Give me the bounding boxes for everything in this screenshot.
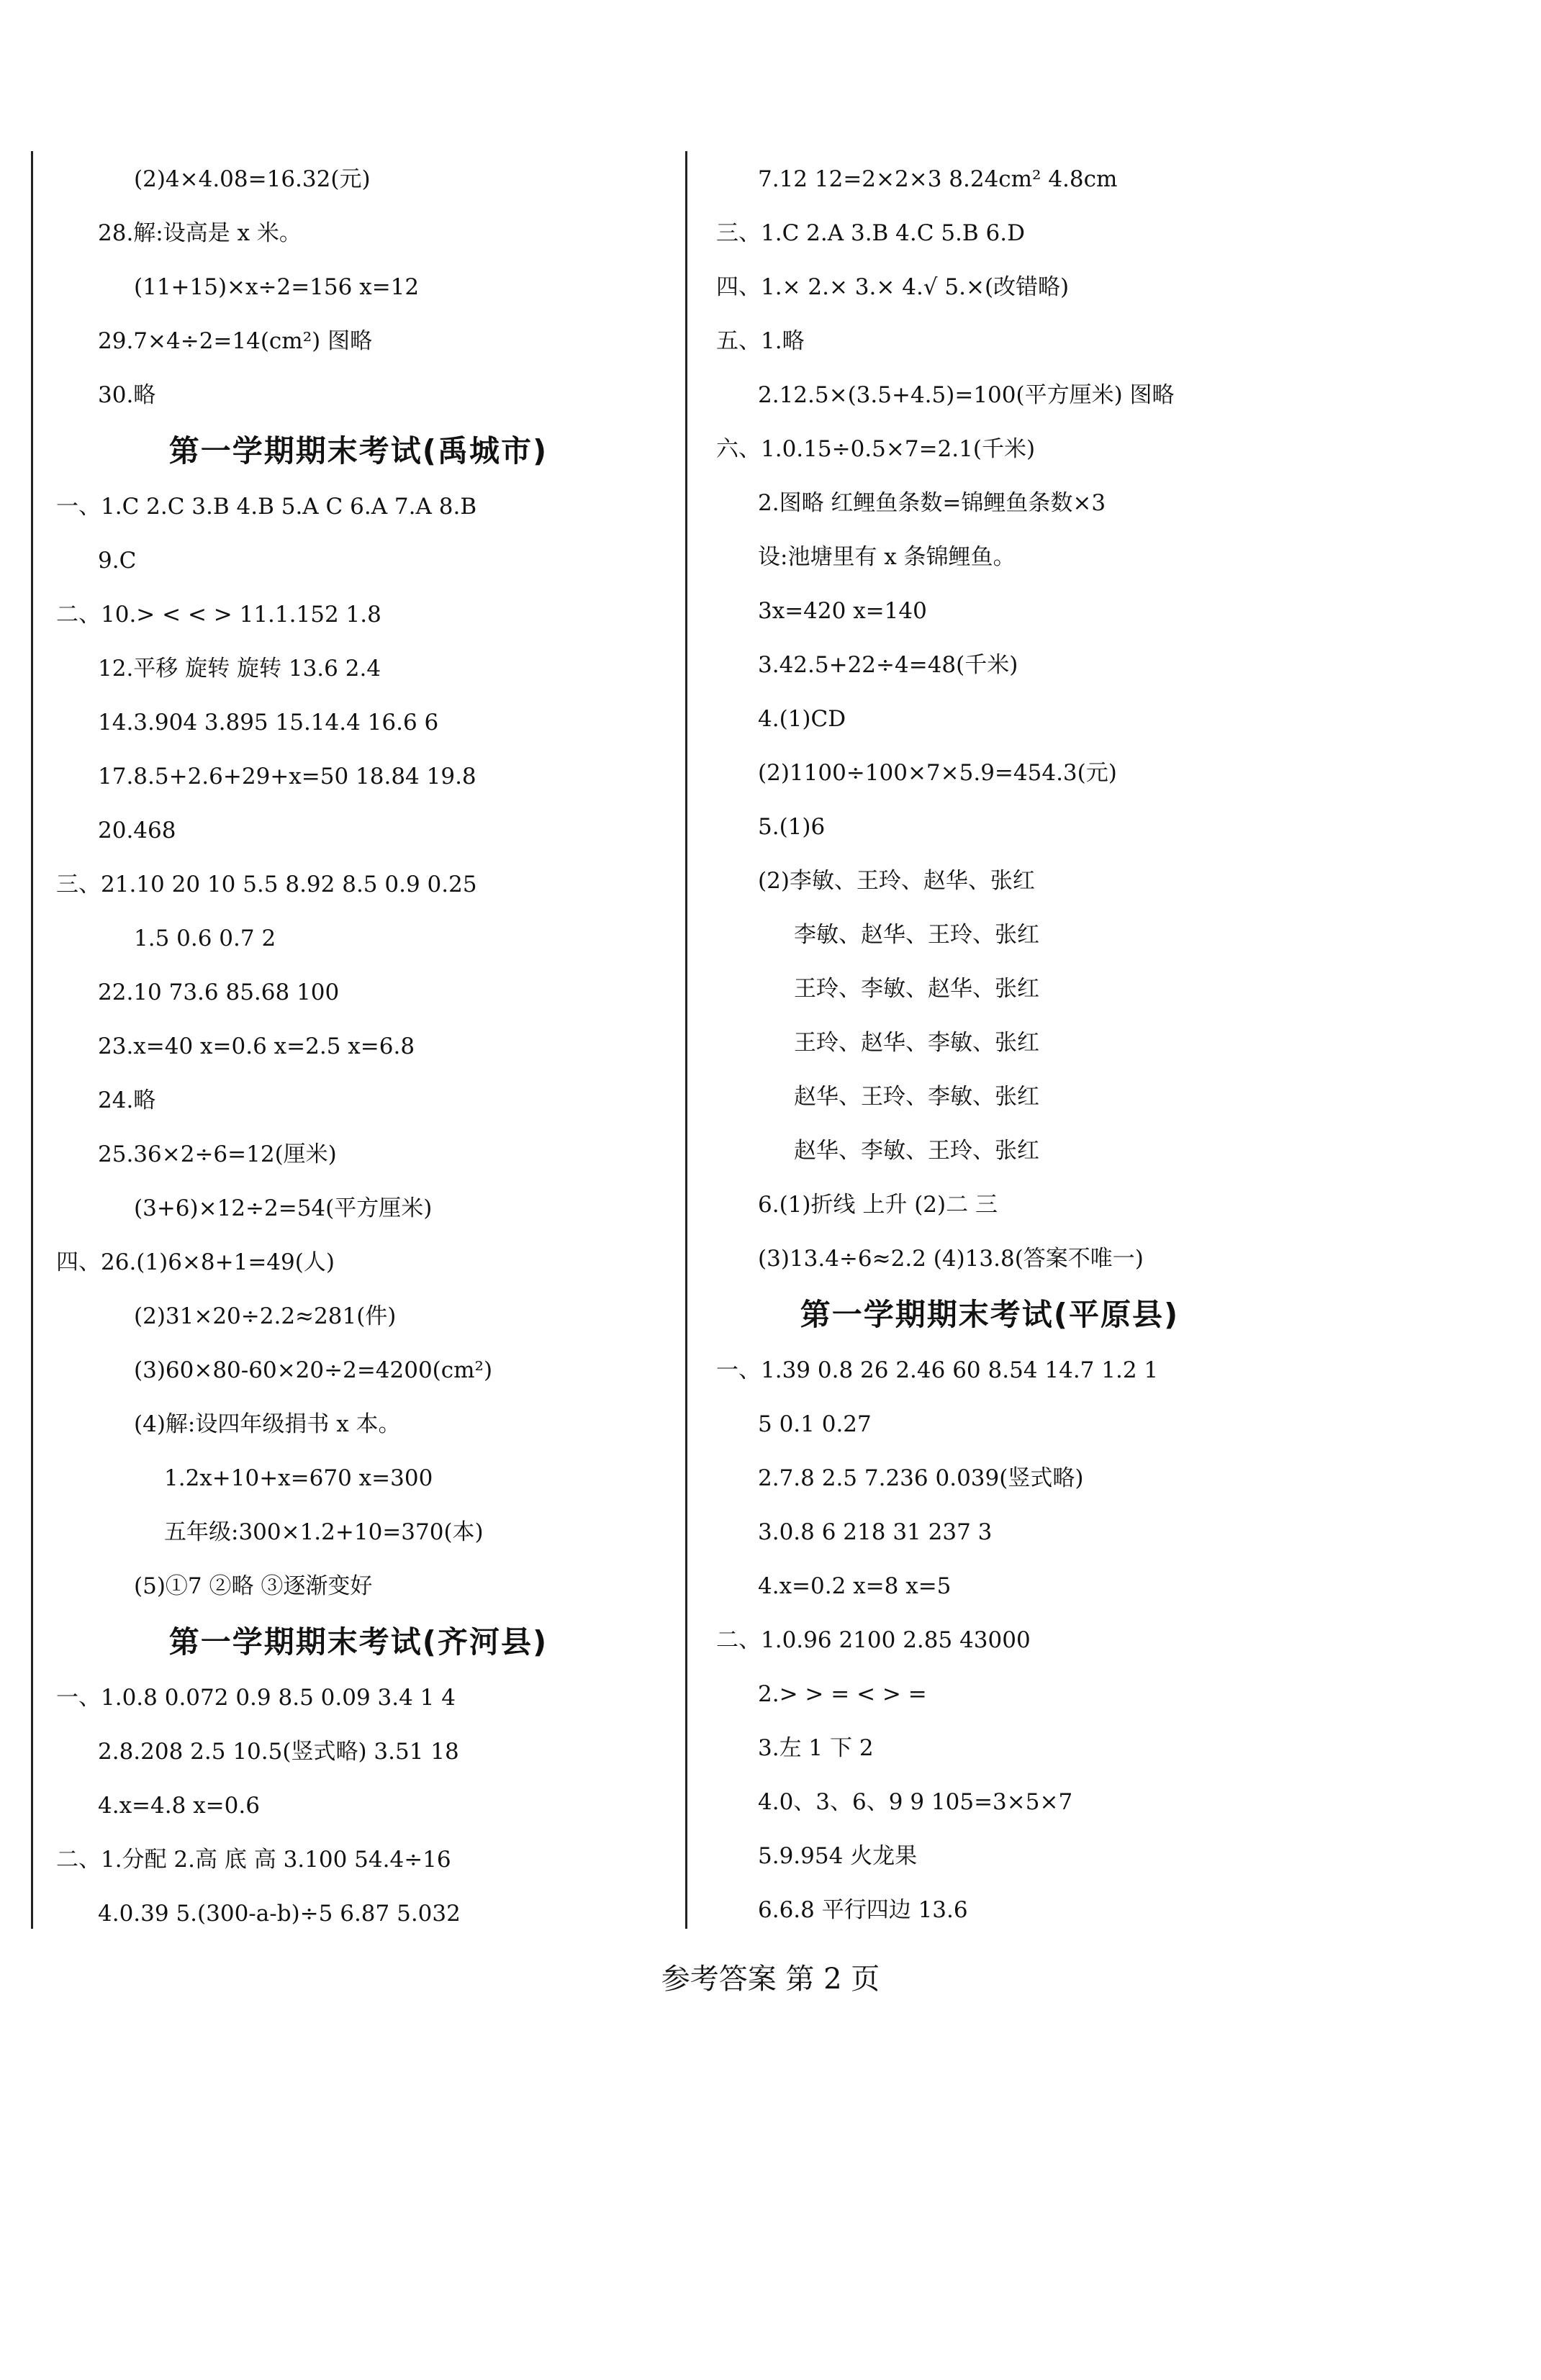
answer-line: 一、1.C 2.C 3.B 4.B 5.A C 6.A 7.A 8.B — [56, 494, 477, 520]
answer-line: 4.x=4.8 x=0.6 — [98, 1793, 260, 1819]
answer-line: 3x=420 x=140 — [758, 598, 927, 624]
answer-line: 24.略 — [98, 1087, 156, 1113]
answer-line: 23.x=40 x=0.6 x=2.5 x=6.8 — [98, 1033, 415, 1059]
answer-line: 2.12.5×(3.5+4.5)=100(平方厘米) 图略 — [758, 382, 1175, 408]
answer-line: (3)60×80-60×20÷2=4200(cm²) — [134, 1357, 493, 1383]
answer-line: 4.0.39 5.(300-a-b)÷5 6.87 5.032 — [98, 1901, 461, 1927]
answer-line: (3)13.4÷6≈2.2 (4)13.8(答案不唯一) — [758, 1246, 1144, 1272]
answer-line: 5.(1)6 — [758, 814, 826, 840]
answer-line: 12.平移 旋转 旋转 13.6 2.4 — [98, 656, 381, 682]
answer-line: 王玲、赵华、李敏、张红 — [794, 1030, 1039, 1056]
answer-line: (2)4×4.08=16.32(元) — [134, 166, 371, 192]
answer-line: 29.7×4÷2=14(cm²) 图略 — [98, 328, 373, 354]
column-divider — [685, 151, 687, 1929]
answer-line: 二、1.0.96 2100 2.85 43000 — [716, 1627, 1031, 1653]
answer-line: 4.x=0.2 x=8 x=5 — [758, 1573, 952, 1599]
answer-line: 7.12 12=2×2×3 8.24cm² 4.8cm — [758, 166, 1118, 192]
answer-line: 1.5 0.6 0.7 2 — [134, 926, 276, 951]
answer-line: 4.0、3、6、9 9 105=3×5×7 — [758, 1789, 1073, 1815]
answer-line: 25.36×2÷6=12(厘米) — [98, 1141, 337, 1167]
answer-line: 2.> > = < > = — [758, 1681, 927, 1707]
answer-line: 30.略 — [98, 382, 156, 408]
answer-line: 9.C — [98, 548, 137, 574]
answer-line: (11+15)×x÷2=156 x=12 — [134, 274, 420, 300]
answer-line: 2.8.208 2.5 10.5(竖式略) 3.51 18 — [98, 1739, 459, 1765]
answer-line: 6.6.8 平行四边 13.6 — [758, 1897, 968, 1923]
answer-line: 4.(1)CD — [758, 706, 846, 732]
answer-line: (4)解:设四年级捐书 x 本。 — [134, 1411, 401, 1437]
answer-line: 一、1.0.8 0.072 0.9 8.5 0.09 3.4 1 4 — [56, 1685, 456, 1711]
answer-line: 四、26.(1)6×8+1=49(人) — [56, 1249, 335, 1275]
answer-line: 设:池塘里有 x 条锦鲤鱼。 — [758, 544, 1016, 570]
page-footer: 参考答案 第 2 页 — [661, 1963, 880, 1996]
answer-line: 5 0.1 0.27 — [758, 1411, 872, 1437]
answer-line: (2)李敏、王玲、赵华、张红 — [758, 868, 1035, 894]
answer-line: 17.8.5+2.6+29+x=50 18.84 19.8 — [98, 764, 476, 789]
section-heading: 第一学期期末考试(平原县) — [800, 1297, 1180, 1332]
answer-line: (2)31×20÷2.2≈281(件) — [134, 1303, 397, 1329]
left-margin-rule — [31, 151, 33, 1929]
answer-line: (3+6)×12÷2=54(平方厘米) — [134, 1195, 433, 1221]
answer-line: 3.42.5+22÷4=48(千米) — [758, 652, 1018, 678]
answer-line: 赵华、王玲、李敏、张红 — [794, 1084, 1039, 1110]
section-heading: 第一学期期末考试(齐河县) — [168, 1624, 548, 1660]
answer-line: 22.10 73.6 85.68 100 — [98, 979, 340, 1005]
section-heading: 第一学期期末考试(禹城市) — [168, 433, 548, 469]
answer-line: 三、21.10 20 10 5.5 8.92 8.5 0.9 0.25 — [56, 872, 477, 897]
answer-line: 5.9.954 火龙果 — [758, 1843, 918, 1869]
answer-line: 6.(1)折线 上升 (2)二 三 — [758, 1192, 998, 1218]
answer-line: 三、1.C 2.A 3.B 4.C 5.B 6.D — [716, 220, 1025, 246]
answer-line: 14.3.904 3.895 15.14.4 16.6 6 — [98, 710, 439, 736]
answer-line: 六、1.0.15÷0.5×7=2.1(千米) — [716, 436, 1036, 462]
answer-line: 1.2x+10+x=670 x=300 — [164, 1465, 433, 1491]
answer-line: 一、1.39 0.8 26 2.46 60 8.54 14.7 1.2 1 — [716, 1357, 1159, 1383]
answer-line: 二、10.> < < > 11.1.152 1.8 — [56, 602, 381, 628]
answer-line: (5)①7 ②略 ③逐渐变好 — [134, 1573, 373, 1599]
answer-line: 四、1.× 2.× 3.× 4.√ 5.×(改错略) — [716, 274, 1070, 300]
answer-line: 二、1.分配 2.高 底 高 3.100 54.4÷16 — [56, 1847, 451, 1873]
answer-line: 3.0.8 6 218 31 237 3 — [758, 1519, 993, 1545]
answer-line: (2)1100÷100×7×5.9=454.3(元) — [758, 760, 1117, 786]
answer-line: 20.468 — [98, 818, 176, 843]
answer-line: 王玲、李敏、赵华、张红 — [794, 976, 1039, 1002]
answer-line: 3.左 1 下 2 — [758, 1735, 874, 1761]
answer-line: 2.7.8 2.5 7.236 0.039(竖式略) — [758, 1465, 1084, 1491]
answer-line: 五、1.略 — [716, 328, 805, 354]
right-column — [716, 153, 1508, 1937]
answer-line: 2.图略 红鲤鱼条数=锦鲤鱼条数×3 — [758, 490, 1106, 516]
answer-line: 赵华、李敏、王玲、张红 — [794, 1138, 1039, 1164]
answer-line: 五年级:300×1.2+10=370(本) — [164, 1519, 484, 1545]
left-column — [56, 153, 675, 1941]
answer-line: 李敏、赵华、王玲、张红 — [794, 922, 1039, 948]
answer-line: 28.解:设高是 x 米。 — [98, 220, 302, 246]
